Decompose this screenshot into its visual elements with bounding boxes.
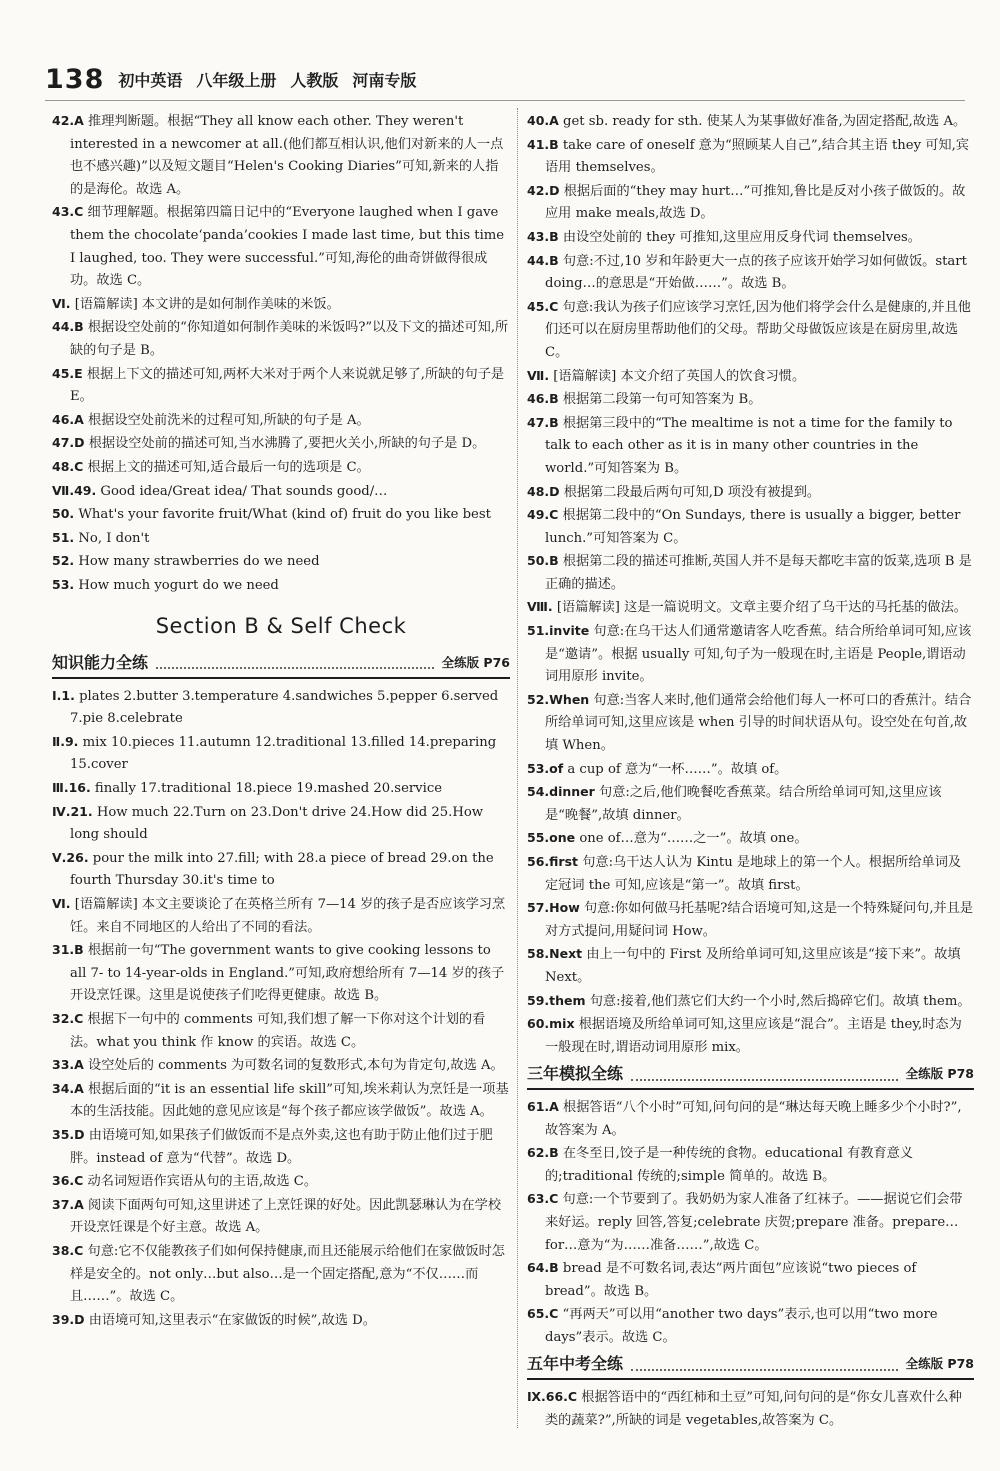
- dotted-leader: [631, 1069, 898, 1081]
- answer-entry: [52, 1008, 510, 1054]
- answer-text: 根据后面的“they may hurt…”可推知,鲁比是反对小孩子做饭的。故应用 make meals,故选 D。: [545, 183, 966, 222]
- answer-number: 43.C: [52, 204, 84, 220]
- answer-number: 50.B: [527, 553, 559, 569]
- answer-number: 51.invite: [527, 623, 590, 639]
- answer-number: 34.A: [52, 1080, 84, 1096]
- answer-text: one of…意为“……之一”。故填 one。: [579, 831, 808, 847]
- answer-number: 35.D: [52, 1126, 85, 1142]
- answer-entry: [527, 620, 974, 689]
- answer-entry: [527, 990, 974, 1014]
- answer-number: 55.one: [527, 830, 576, 846]
- answer-text: 根据设空处前洗米的过程可知,所缺的句子是 A。: [88, 412, 370, 428]
- answer-entry: [52, 1194, 510, 1240]
- answer-entry: [52, 1240, 510, 1309]
- answer-number: 42.D: [527, 182, 560, 198]
- answer-text: 根据设空处前的描述可知,当水沸腾了,要把火关小,所缺的句子是 D。: [88, 436, 486, 452]
- answer-entry: [527, 943, 974, 989]
- answer-text: [语篇解读] 本文讲的是如何制作美味的米饭。: [74, 296, 340, 312]
- answer-number: 37.A: [52, 1196, 84, 1212]
- answer-entry: [527, 134, 974, 180]
- answer-text: 根据第二段第一句可知答案为 B。: [562, 392, 762, 408]
- answer-number: 50.: [52, 506, 75, 522]
- answer-entry: [52, 527, 510, 551]
- subheader-knowledge: [52, 652, 510, 679]
- answer-number: 47.D: [52, 435, 85, 451]
- page-number: 138: [45, 63, 105, 95]
- answer-entry: [527, 296, 974, 365]
- answer-entry: [52, 293, 510, 317]
- answer-entry: [52, 456, 510, 480]
- answer-text: 由设空处前的 they 可推知,这里应用反身代词 themselves。: [562, 229, 921, 245]
- answer-entry: [527, 1386, 974, 1432]
- answer-entry: [52, 801, 510, 847]
- answer-number: 53.of: [527, 760, 564, 776]
- answer-text: 细节理解题。根据第四篇日记中的“Everyone laughed when I gave them the chocolate‘panda’cookies I made last time, but this time I laughed, too. They were successful.”可知,海伦的曲奇饼做得很成功。故选 C。: [70, 205, 505, 289]
- answer-entry: [527, 412, 974, 481]
- answer-number: Ⅷ.: [527, 599, 553, 615]
- answer-text: No, I don't: [78, 530, 150, 546]
- answer-number: 59.them: [527, 992, 586, 1008]
- answer-text: 句意:乌干达人认为 Kintu 是地球上的第一个人。根据所给单词及定冠词 the 可知,应该是“第一”。故填 first。: [545, 855, 962, 893]
- answer-number: 51.: [52, 529, 75, 545]
- answer-entry: [52, 777, 510, 801]
- answer-entry: [52, 201, 510, 292]
- header-rule: [45, 100, 965, 101]
- answer-text: 句意:接着,他们蒸它们大约一个小时,然后捣碎它们。故填 them。: [589, 993, 971, 1009]
- answer-entry: [527, 250, 974, 296]
- section-title: Section B & Self Check: [155, 614, 407, 639]
- answer-number: 33.A: [52, 1057, 84, 1073]
- answer-entry: [527, 1096, 974, 1142]
- answer-text: 由语境可知,这里表示“在家做饭的时候”,故选 D。: [88, 1312, 376, 1328]
- answer-list-right-b: [527, 1096, 974, 1350]
- answer-list-left-b: [52, 685, 510, 1333]
- answer-number: 44.B: [527, 252, 559, 268]
- answer-entry: [52, 550, 510, 574]
- answer-entry: [527, 1142, 974, 1188]
- answer-number: 32.C: [52, 1010, 84, 1026]
- answer-text: a cup of 意为“一杯……”。故填 of。: [567, 761, 788, 777]
- answer-text: 句意:当客人来时,他们通常会给他们每人一杯可口的香蕉汁。结合所给单词可知,这里应该是 when 引导的时间状语从句。设空处在句首,故填 When。: [545, 692, 972, 754]
- answer-text: 根据第二段中的“On Sundays, there is usually a bigger, better lunch.”可知答案为 C。: [545, 508, 961, 546]
- subheader-five-year: [527, 1353, 974, 1380]
- answer-number: 60.mix: [527, 1016, 575, 1032]
- answer-entry: [52, 1309, 510, 1333]
- answer-text: What's your favorite fruit/What (kind of) fruit do you like best: [78, 507, 491, 523]
- answer-text: plates 2.butter 3.temperature 4.sandwiches 5.pepper 6.served 7.pie 8.celebrate: [70, 688, 499, 727]
- answer-text: 根据第三段中的“The mealtime is not a time for the family to talk to each other as it is in many other countries in the world.”可知答案为 B。: [545, 415, 953, 476]
- header-grade: 八年级上册: [196, 70, 277, 90]
- answer-text: 句意:我认为孩子们应该学习烹饪,因为他们将学会什么是健康的,并且他们还可以在厨房里帮助他们的父母。帮助父母做饭应该是在厨房里,故选 C。: [545, 299, 971, 360]
- answer-entry: [52, 893, 510, 939]
- answer-number: 52.When: [527, 691, 590, 707]
- answer-entry: [527, 897, 974, 943]
- answer-entry: [52, 432, 510, 456]
- answer-entry: [52, 939, 510, 1008]
- column-divider: [517, 108, 518, 1428]
- answer-number: 63.C: [527, 1191, 559, 1207]
- answer-entry: [52, 1078, 510, 1124]
- answer-list-right-a: [527, 110, 974, 1059]
- answer-text: [语篇解读] 本文主要谈论了在英格兰所有 7—14 岁的孩子是否应该学习烹饪。来自不同地区的人给出了不同的看法。: [70, 897, 506, 935]
- answer-number: 49.C: [527, 507, 559, 523]
- answer-number: Ⅶ.: [527, 367, 550, 383]
- answer-entry: [52, 1170, 510, 1194]
- answer-text: 句意:不过,10 岁和年龄更大一点的孩子应该开始学习如何做饭。start doing…的意思是“开始做……”。故选 B。: [545, 253, 967, 292]
- answer-number: 48.D: [527, 483, 560, 499]
- answer-text: [语篇解读] 这是一篇说明文。文章主要介绍了乌干达的马托基的做法。: [556, 600, 967, 616]
- answer-entry: [52, 574, 510, 598]
- answer-number: Ⅰ.1.: [52, 687, 75, 703]
- answer-text: 由上一句中的 First 及所给单词可知,这里应该是“接下来”。故填 Next。: [545, 947, 961, 985]
- answer-number: Ⅵ.: [52, 896, 71, 911]
- answer-entry: [527, 110, 974, 134]
- answer-number: 62.B: [527, 1145, 559, 1161]
- answer-number: 47.B: [527, 414, 559, 430]
- answer-entry: [527, 851, 974, 897]
- answer-number: 45.C: [527, 298, 559, 314]
- answer-text: bread 是不可数名词,表达“两片面包”应该说“two pieces of bread”。故选 B。: [545, 1261, 917, 1299]
- answer-text: [语篇解读] 本文介绍了英国人的饮食习惯。: [553, 368, 806, 384]
- answer-text: 根据前一句“The government wants to give cooking lessons to all 7- to 14-year-olds in England.”可知,政府想给所有 7—14 岁的孩子开设烹饪课。这里是说使孩子们吃得更健康。故选 B。: [70, 943, 505, 1004]
- answer-text: get sb. ready for sth. 使某人为某事做好准备,为固定搭配,故选 A。: [563, 114, 967, 129]
- answer-number: 44.B: [52, 319, 84, 335]
- answer-text: How much 22.Turn on 23.Don't drive 24.How did 25.How long should: [70, 804, 484, 843]
- answer-text: 根据上下文的描述可知,两杯大米对于两个人来说就足够了,所缺的句子是 E。: [70, 366, 505, 405]
- answer-number: 64.B: [527, 1260, 559, 1276]
- header-subject: 初中英语: [118, 70, 183, 90]
- answer-entry: [52, 409, 510, 433]
- answer-number: 58.Next: [527, 946, 583, 962]
- answer-entry: [52, 503, 510, 527]
- answer-entry: [52, 685, 510, 731]
- subheader-title: 五年中考全练: [527, 1354, 624, 1374]
- answer-text: 句意:在乌干达人们通常邀请客人吃香蕉。结合所给单词可知,应该是“邀请”。根据 usually 可知,句子为一般现在时,主语是 People,谓语动词用原形 invite。: [545, 624, 972, 685]
- answer-entry: [527, 1303, 974, 1349]
- answer-entry: [527, 365, 974, 389]
- answer-text: 句意:你如何做马托基呢?结合语境可知,这是一个特殊疑问句,并且是对方式提问,用疑问词 How。: [545, 901, 974, 939]
- answer-number: 53.: [52, 576, 75, 592]
- answer-text: take care of oneself 意为“照顾某人自己”,结合其主语 they 可知,宾语用 themselves。: [545, 137, 969, 176]
- answer-entry: [52, 1054, 510, 1078]
- header-edition: 人教版: [290, 70, 339, 90]
- answer-entry: [527, 689, 974, 758]
- right-column: [527, 110, 974, 1432]
- answer-entry: [52, 847, 510, 893]
- subheader-title: 三年模拟全练: [527, 1064, 624, 1084]
- answer-number: 40.A: [527, 113, 559, 128]
- answer-number: 41.B: [527, 136, 559, 152]
- dotted-leader: [631, 1359, 898, 1371]
- answer-number: 39.D: [52, 1311, 85, 1327]
- answer-text: How much yogurt do we need: [78, 577, 279, 593]
- answer-number: 31.B: [52, 942, 84, 958]
- page-header: [45, 64, 965, 94]
- answer-entry: [527, 481, 974, 505]
- answer-entry: [52, 1124, 510, 1170]
- answer-text: 根据下一句中的 comments 可知,我们想了解一下你对这个计划的看法。what you think 作 know 的宾语。故选 C。: [70, 1011, 486, 1050]
- answer-entry: [527, 226, 974, 250]
- answer-number: 48.C: [52, 458, 84, 474]
- answer-entry: [527, 596, 974, 620]
- answer-text: 根据后面的“it is an essential life skill”可知,埃米莉认为烹饪是一项基本的生活技能。因此她的意见应该是“每个孩子都应该学做饭”。故选 A。: [70, 1081, 509, 1120]
- answer-number: Ⅴ.26.: [52, 849, 89, 865]
- answer-entry: [52, 110, 510, 201]
- answer-text: Good idea/Great idea/ That sounds good/…: [100, 483, 388, 499]
- answer-number: Ⅵ.: [52, 295, 71, 311]
- answer-text: “再两天”可以用“another two days”表示,也可以用“two more days”表示。故选 C。: [545, 1307, 938, 1345]
- answer-number: 65.C: [527, 1306, 559, 1322]
- answer-number: Ⅸ.66.C: [527, 1389, 578, 1405]
- answer-text: 句意:它不仅能教孩子们如何保持健康,而且还能展示给他们在家做饭时怎样是安全的。not only…but also…是一个固定搭配,意为“不仅……而且……”。故选 C。: [70, 1243, 505, 1305]
- answer-text: 由语境可知,如果孩子们做饭而不是点外卖,这也有助于防止他们过于肥胖。instead of 意为“代替”。故选 D。: [70, 1127, 493, 1166]
- answer-entry: [527, 781, 974, 827]
- answer-text: How many strawberries do we need: [78, 554, 320, 570]
- answer-entry: [527, 1257, 974, 1303]
- answer-number: 61.A: [527, 1098, 559, 1114]
- answer-entry: [527, 827, 974, 851]
- answer-number: 36.C: [52, 1173, 84, 1189]
- answer-text: 在冬至日,饺子是一种传统的食物。educational 有教育意义的;traditional 传统的;simple 简单的。故选 B。: [545, 1146, 914, 1184]
- answer-text: 推理判断题。根据“They all know each other. They weren't interested in a newcomer at all.(他们都互相认识,他们对新来的人一点也不感兴趣)”以及短文题目“Helen's Cooking Diaries”可知,新来的人指的是海伦。故选 A。: [70, 114, 504, 197]
- answer-number: 46.A: [52, 411, 84, 427]
- subheader-ref: 全练版 P76: [441, 655, 510, 671]
- answer-text: 根据语境及所给单词可知,这里应该是“混合”。主语是 they,时态为一般现在时,谓语动词用原形 mix。: [545, 1017, 962, 1055]
- answer-text: 根据设空处前的“你知道如何制作美味的米饭吗?”以及下文的描述可知,所缺的句子是 B。: [70, 320, 509, 358]
- answer-number: Ⅲ.16.: [52, 780, 91, 796]
- answer-text: mix 10.pieces 11.autumn 12.traditional 13.filled 14.preparing 15.cover: [70, 734, 497, 773]
- answer-number: Ⅳ.21.: [52, 803, 93, 819]
- answer-number: 52.: [52, 553, 75, 569]
- answer-entry: [52, 363, 510, 409]
- answer-list-left-a: [52, 110, 510, 597]
- answer-entry: [52, 731, 510, 777]
- header-region: 河南专版: [352, 70, 417, 90]
- subheader-ref: 全练版 P78: [905, 1066, 974, 1082]
- answer-number: Ⅶ.49.: [52, 482, 97, 498]
- answer-entry: [52, 316, 510, 362]
- answer-entry: [527, 1013, 974, 1059]
- answer-text: 阅读下面两句可知,这里讲述了上烹饪课的好处。因此凯瑟琳认为在学校开设烹饪课是个好主意。故选 A。: [70, 1197, 502, 1236]
- answer-text: 句意:一个节要到了。我奶奶为家人准备了红袜子。——据说它们会带来好运。reply 回答,答复;celebrate 庆贺;prepare 准备。prepare…for…意为“为……准备……”,故选 C。: [545, 1192, 963, 1253]
- answer-number: 56.first: [527, 854, 578, 869]
- answer-entry: [527, 180, 974, 226]
- answer-number: Ⅱ.9.: [52, 733, 79, 749]
- answer-entry: [527, 504, 974, 550]
- answer-number: 38.C: [52, 1242, 84, 1258]
- answer-entry: [527, 388, 974, 412]
- answer-text: 根据答语“八个小时”可知,问句问的是“琳达每天晚上睡多少个小时?”,故答案为 A。: [545, 1099, 962, 1138]
- answer-entry: [52, 480, 510, 504]
- left-column: [52, 110, 510, 1332]
- answer-text: finally 17.traditional 18.piece 19.mashed 20.service: [94, 781, 443, 797]
- answer-entry: [527, 550, 974, 596]
- answer-text: 根据答语中的“西红柿和土豆”可知,问句问的是“你女儿喜欢什么种类的蔬菜?”,所缺的词是 vegetables,故答案为 C。: [545, 1390, 962, 1428]
- answer-number: 54.dinner: [527, 784, 595, 800]
- answer-entry: [527, 1188, 974, 1257]
- subheader-three-year: [527, 1063, 974, 1090]
- answer-text: 动名词短语作宾语从句的主语,故选 C。: [87, 1174, 318, 1190]
- answer-text: 设空处后的 comments 为可数名词的复数形式,本句为肯定句,故选 A。: [88, 1058, 504, 1074]
- answer-text: 句意:之后,他们晚餐吃香蕉菜。结合所给单词可知,这里应该是“晚餐”,故填 dinner。: [545, 785, 942, 823]
- answer-text: pour the milk into 27.fill; with 28.a piece of bread 29.on the fourth Thursday 30.it's time to: [70, 850, 494, 889]
- subheader-title: 知识能力全练: [52, 653, 149, 673]
- answer-entry: [527, 758, 974, 782]
- dotted-leader: [156, 657, 434, 669]
- answer-number: 43.B: [527, 228, 559, 244]
- answer-number: 45.E: [52, 365, 83, 381]
- answer-text: 根据上文的描述可知,适合最后一句的选项是 C。: [87, 459, 370, 475]
- answer-text: 根据第二段最后两句可知,D 项没有被提到。: [563, 484, 821, 500]
- answer-list-right-c: [527, 1386, 974, 1432]
- subheader-ref: 全练版 P78: [905, 1356, 974, 1372]
- answer-number: 42.A: [52, 113, 84, 128]
- answer-text: 根据第二段的描述可推断,英国人并不是每天都吃丰富的饭菜,选项 B 是正确的描述。: [545, 554, 972, 592]
- answer-number: 46.B: [527, 391, 559, 407]
- answer-number: 57.How: [527, 900, 580, 916]
